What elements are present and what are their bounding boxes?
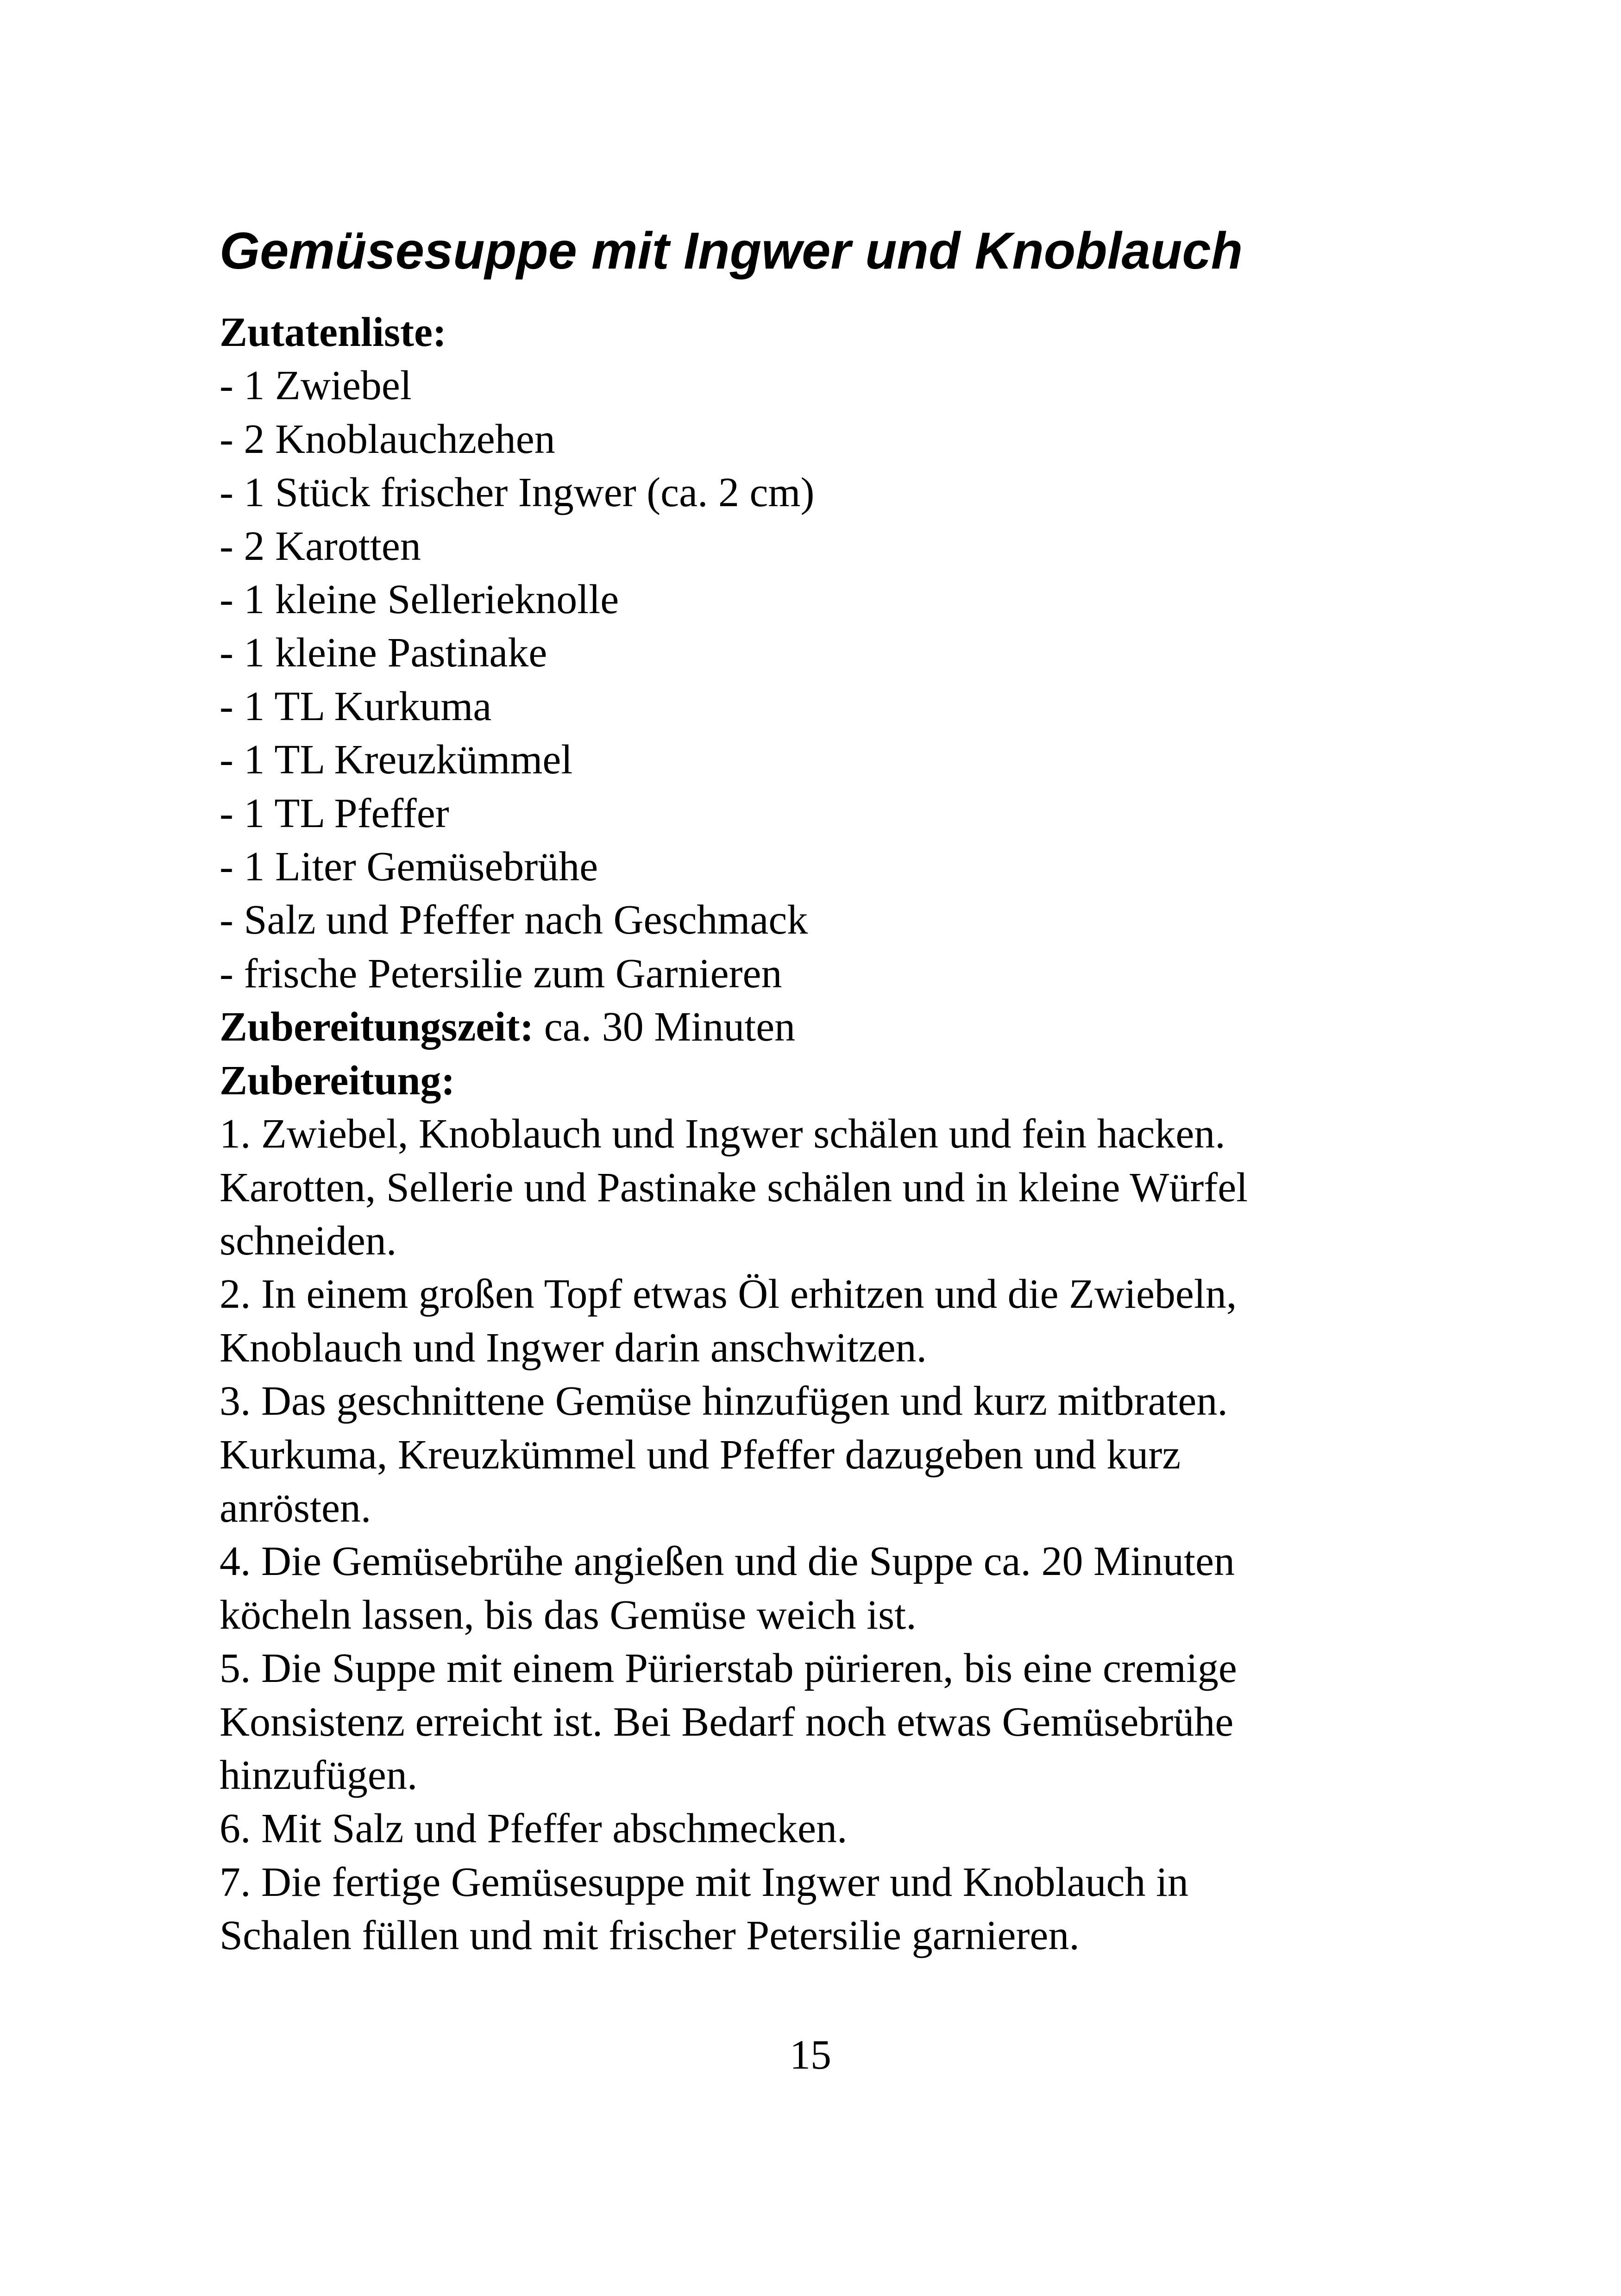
ingredient-item: - 1 kleine Pastinake — [220, 630, 547, 676]
step-list — [220, 1107, 1405, 1963]
ingredient-item: - 1 Stück frischer Ingwer (ca. 2 cm) — [220, 470, 815, 516]
step-line: Kurkuma, Kreuzkümmel und Pfeffer dazugeben und kurz — [220, 1431, 1181, 1478]
step-1 — [220, 1107, 1405, 1267]
ingredient-item: - frische Petersilie zum Garnieren — [220, 950, 782, 997]
step-line: schneiden. — [220, 1217, 397, 1264]
step-line: 4. Die Gemüsebrühe angießen und die Suppe ca. 20 Minuten — [220, 1538, 1235, 1585]
step-5 — [220, 1642, 1405, 1802]
step-7 — [220, 1856, 1405, 1963]
step-3 — [220, 1374, 1405, 1535]
step-4 — [220, 1535, 1405, 1642]
step-line: 5. Die Suppe mit einem Pürierstab pürieren, bis eine cremige — [220, 1645, 1237, 1692]
ingredient-item: - 1 Liter Gemüsebrühe — [220, 844, 598, 890]
step-2 — [220, 1267, 1405, 1374]
ingredient-item: - 2 Knoblauchzehen — [220, 416, 555, 462]
ingredients-heading: Zutatenliste: — [220, 309, 446, 355]
ingredient-item: - 1 TL Kurkuma — [220, 683, 492, 729]
step-line: hinzufügen. — [220, 1752, 418, 1798]
step-line: 1. Zwiebel, Knoblauch und Ingwer schälen und fein hacken. — [220, 1111, 1225, 1157]
step-line: 2. In einem großen Topf etwas Öl erhitzen und die Zwiebeln, — [220, 1271, 1237, 1317]
prep-time-label: Zubereitungszeit: — [220, 1004, 534, 1050]
step-6 — [220, 1802, 1405, 1855]
step-line: 6. Mit Salz und Pfeffer abschmecken. — [220, 1806, 848, 1852]
step-line: Karotten, Sellerie und Pastinake schälen und in kleine Würfel — [220, 1164, 1248, 1211]
ingredient-item: - 1 TL Pfeffer — [220, 790, 449, 836]
ingredient-item: - 1 kleine Sellerieknolle — [220, 577, 619, 623]
step-line: 7. Die fertige Gemüsesuppe mit Ingwer und Knoblauch in — [220, 1859, 1188, 1905]
ingredient-item: - 1 Zwiebel — [220, 363, 412, 409]
step-line: Schalen füllen und mit frischer Petersilie garnieren. — [220, 1913, 1080, 1959]
step-line: Knoblauch und Ingwer darin anschwitzen. — [220, 1324, 927, 1371]
step-line: Konsistenz erreicht ist. Bei Bedarf noch etwas Gemüsebrühe — [220, 1699, 1234, 1745]
ingredient-list — [220, 359, 1405, 1000]
preparation-heading: Zubereitung: — [220, 1057, 455, 1104]
step-line: köcheln lassen, bis das Gemüse weich ist. — [220, 1592, 917, 1638]
page-number: 15 — [790, 2032, 831, 2078]
recipe-content — [220, 306, 1405, 1963]
prep-time-value: ca. 30 Minuten — [534, 1004, 796, 1050]
recipe-title: Gemüsesuppe mit Ingwer und Knoblauch — [220, 222, 1243, 280]
ingredient-item: - Salz und Pfeffer nach Geschmack — [220, 897, 808, 943]
prep-time — [220, 1000, 1405, 1054]
step-line: anrösten. — [220, 1485, 371, 1531]
ingredient-item: - 1 TL Kreuzkümmel — [220, 737, 573, 783]
ingredient-item: - 2 Karotten — [220, 523, 421, 569]
step-line: 3. Das geschnittene Gemüse hinzufügen und kurz mitbraten. — [220, 1378, 1228, 1424]
